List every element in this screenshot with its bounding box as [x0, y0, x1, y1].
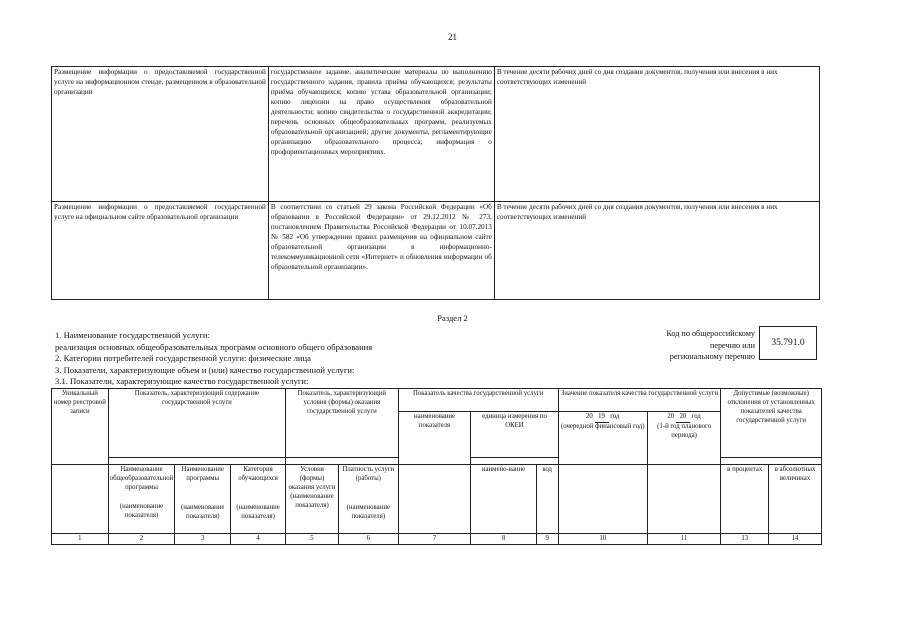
placement-content-cell: государственное задание, аналитические материалы по выполнению государственного задания, правила приёма обучающихся; результаты приёма обучающихся; копию устава образовательной организации; копию лицензии на право осуществления образовательной деятельности; копию свидетельства о государственной аккредитации; перечень основных общеобразовательных программ, реализуемых образовательной организацией; другие документы, регламентирующие организацию образовательного процесса; информация о профориентационных мероприятиях.: [268, 67, 494, 202]
deviation-percent-header: в процентах: [721, 465, 769, 534]
service-name-label: 1. Наименование государственной услуги:: [55, 330, 210, 340]
deviations-header: Допустимые (возможные) отклонения от установленных показателей качества государственной услуги: [721, 389, 822, 458]
subheader-cell: Наименование общеобразовательной программы (наименование показателя): [108, 465, 175, 534]
quality-values-header: Значение показателя качества государственной услуги: [558, 389, 721, 412]
placement-content-cell: В соответствии со статьей 29 закона Российской Федерации «Об образовании в Российской Федерации» от 29.12.2012 № 273, постановлением Правительства Российской Федерации от 10.07.2013 № 582 «Об утверждении правил размещения на официальном сайте образовательной организации в информационно-телекоммуникационной сети «Интернет» и обновления информации об образовательной организации».: [268, 202, 494, 300]
info-placement-table: [51, 66, 820, 300]
update-frequency-cell: В течение десяти рабочих дней со дня создания документов, получения или внесения в них соответствующих изменений: [494, 202, 819, 300]
column-number: 4: [231, 534, 286, 545]
code-label: Код по общероссийскому: [666, 329, 755, 338]
section-title: Раздел 2: [437, 313, 468, 323]
column-number: 9: [536, 534, 558, 545]
column-number: 6: [338, 534, 398, 545]
conditions-indicator-header: Показатель, характеризующий условия (формы) оказания государственной услуги: [286, 389, 399, 458]
year1-note: (очередной финансовый год): [561, 422, 645, 430]
column-number: 14: [769, 534, 822, 545]
update-frequency-cell: В течение десяти рабочих дней со дня создания документов, получения или внесения в них соответствующих изменений: [494, 67, 819, 202]
subheader-cell: Наименование программы (наименование показателя): [175, 465, 231, 534]
table-row: [52, 67, 820, 202]
content-indicator-header: Показатель, характеризующий содержание государственной услуги: [108, 389, 285, 458]
table-header-row: [52, 389, 822, 412]
registry-code-box: 35.791.0: [759, 326, 817, 360]
consumer-category: 2. Категории потребителей государственной услуги: физические лица: [55, 353, 311, 363]
unit-name-header: наимено-вание: [471, 465, 536, 534]
year1-header: 20 19 год (очередной финансовый год): [558, 412, 647, 465]
column-number: 8: [471, 534, 536, 545]
deviation-absolute-header: в абсолютных величинах: [769, 465, 822, 534]
quality-indicators-heading: 3.1. Показатели, характеризующие качество государственной услуги:: [55, 376, 309, 386]
unit-header: единица измерения по ОКЕИ: [471, 412, 558, 458]
column-number: 10: [558, 534, 647, 545]
placement-method-cell: Размещение информации о предоставляемой государственной услуге на официальном сайте образовательной организации: [52, 202, 269, 300]
indicators-heading: 3. Показатели, характеризующие объем и (или) качество государственной услуги:: [55, 365, 355, 375]
year2-value: 20: [676, 413, 690, 423]
year2-header: 20 20 год (1-й год планового периода): [647, 412, 720, 465]
code-label: перечню или: [709, 341, 755, 350]
code-label: региональному перечню: [669, 352, 755, 361]
column-number: 11: [647, 534, 720, 545]
subheader-cell: Условия (формы) оказания услуги (наименование показателя): [286, 465, 339, 534]
year2-note: (1-й год планового периода): [657, 422, 712, 439]
column-number: 3: [175, 534, 231, 545]
table-subheader-row: [52, 465, 822, 534]
column-number: 13: [721, 534, 769, 545]
unique-number-header: Уникальный номер реестровой записи: [52, 389, 109, 465]
page-number: 21: [448, 32, 457, 42]
column-number: 5: [286, 534, 339, 545]
column-number: 7: [398, 534, 471, 545]
subheader-cell: Платность услуги (работы) (наименование показателя): [338, 465, 398, 534]
subheader-cell: Категория обучающихся (наименование показателя): [231, 465, 286, 534]
column-numbers-row: [52, 534, 822, 545]
column-number: 2: [108, 534, 175, 545]
unit-code-header: код: [536, 465, 558, 534]
quality-indicator-header: Показатель качества государственной услуги: [398, 389, 558, 412]
table-row: [52, 202, 820, 300]
placement-method-cell: Размещение информации о предоставляемой государственной услуге на информационном стенде, размещенном в образовательной организации: [52, 67, 269, 202]
service-name-value: реализация основных общеобразовательных программ основного общего образования: [55, 342, 373, 352]
column-number: 1: [52, 534, 109, 545]
quality-indicators-table: [51, 388, 822, 545]
year1-value: 19: [595, 413, 609, 423]
indicator-name-header: наименование показателя: [398, 412, 471, 465]
